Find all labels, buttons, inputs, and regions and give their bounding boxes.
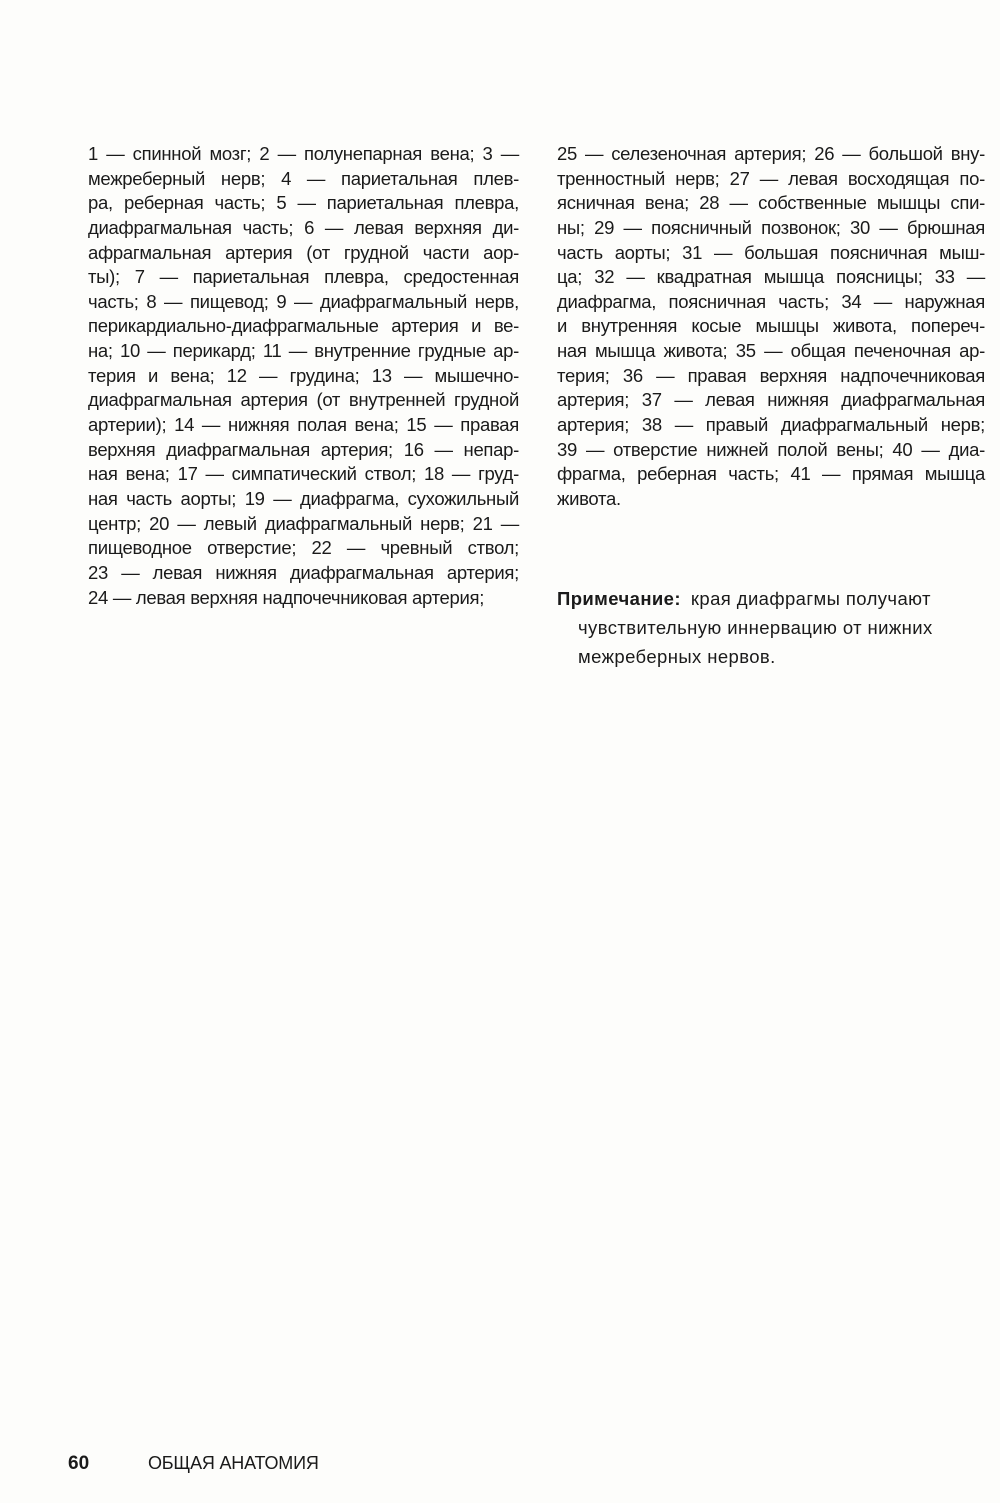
legend-text-line: ты); 7 — париетальная плевра, средостенная bbox=[88, 266, 519, 288]
legend-text-line: 39 — отверстие нижней полой вены; 40 — диа- bbox=[557, 438, 985, 460]
note-text-line: чувствительную иннервацию от нижних bbox=[578, 617, 933, 638]
legend-text-line: верхняя диафрагмальная артерия; 16 — непар- bbox=[88, 438, 519, 460]
legend-text-line: 23 — левая нижняя диафрагмальная артерия; bbox=[88, 561, 519, 583]
legend-text-line: пищеводное отверстие; 22 — чревный ствол; bbox=[88, 537, 519, 559]
legend-text-line: перикардиально-диафрагмальные артерия и ве- bbox=[88, 315, 519, 337]
note-text-line: края диафрагмы получают bbox=[690, 588, 931, 609]
legend-text-line: фрагма, реберная часть; 41 — прямая мышца bbox=[557, 463, 985, 485]
legend-text-line: 1 — спинной мозг; 2 — полунепарная вена; 3 — bbox=[88, 143, 519, 164]
note-text-line: межреберных нервов. bbox=[578, 646, 776, 667]
legend-right-column bbox=[557, 142, 985, 512]
legend-text-line: центр; 20 — левый диафрагмальный нерв; 21 — bbox=[88, 512, 519, 534]
legend-text-line: диафрагмальная часть; 6 — левая верхняя ди- bbox=[88, 216, 519, 238]
legend-text-line: живота. bbox=[557, 487, 621, 509]
legend-text-line: часть аорты; 31 — большая поясничная мыш- bbox=[557, 241, 985, 263]
legend-text-line: межреберный нерв; 4 — париетальная плев- bbox=[88, 167, 519, 189]
note-block bbox=[557, 584, 985, 671]
legend-text-line: ная вена; 17 — симпатический ствол; 18 — груд- bbox=[88, 463, 519, 485]
legend-text-line: диафрагма, поясничная часть; 34 — наружная bbox=[557, 290, 985, 312]
legend-text-line: афрагмальная артерия (от грудной части аор- bbox=[88, 241, 519, 263]
legend-text-line: 25 — селезеночная артерия; 26 — большой вну- bbox=[557, 143, 985, 164]
legend-text-line: терия; 36 — правая верхняя надпочечниковая bbox=[557, 364, 985, 386]
legend-text-line: ная часть аорты; 19 — диафрагма, сухожильный bbox=[88, 487, 519, 509]
legend-text-line: артерия; 37 — левая нижняя диафрагмальная bbox=[557, 389, 985, 411]
legend-text-line: диафрагмальная артерия (от внутренней грудной bbox=[88, 389, 519, 411]
legend-text-line: терия и вена; 12 — грудина; 13 — мышечно- bbox=[88, 364, 519, 386]
legend-text-line: тренностный нерв; 27 — левая восходящая по- bbox=[557, 167, 985, 189]
legend-text-line: 24 — левая верхняя надпочечниковая артерия; bbox=[88, 586, 485, 608]
note-label: Примечание: bbox=[557, 588, 681, 609]
legend-text-line: ра, реберная часть; 5 — париетальная плевра, bbox=[88, 192, 519, 214]
legend-text-line: артерия; 38 — правый диафрагмальный нерв; bbox=[557, 414, 985, 436]
legend-text-line: артерии); 14 — нижняя полая вена; 15 — правая bbox=[88, 414, 519, 436]
legend-text-line: ная мышца живота; 35 — общая печеночная ар- bbox=[557, 340, 985, 362]
page-number: 60 bbox=[68, 1453, 90, 1474]
legend-text-line: ясничная вена; 28 — собственные мышцы спи- bbox=[557, 192, 985, 214]
legend-text-line: ца; 32 — квадратная мышца поясницы; 33 — bbox=[557, 266, 985, 288]
legend-left-column bbox=[88, 142, 519, 610]
legend-text-line: часть; 8 — пищевод; 9 — диафрагмальный нерв, bbox=[88, 290, 519, 312]
running-title: ОБЩАЯ АНАТОМИЯ bbox=[148, 1453, 319, 1473]
legend-text-line: и внутренняя косые мышцы живота, попереч- bbox=[557, 315, 985, 337]
legend-text-line: на; 10 — перикард; 11 — внутренние грудные ар- bbox=[88, 340, 519, 362]
page-footer bbox=[68, 1450, 319, 1476]
legend-text-line: ны; 29 — поясничный позвонок; 30 — брюшная bbox=[557, 216, 985, 238]
